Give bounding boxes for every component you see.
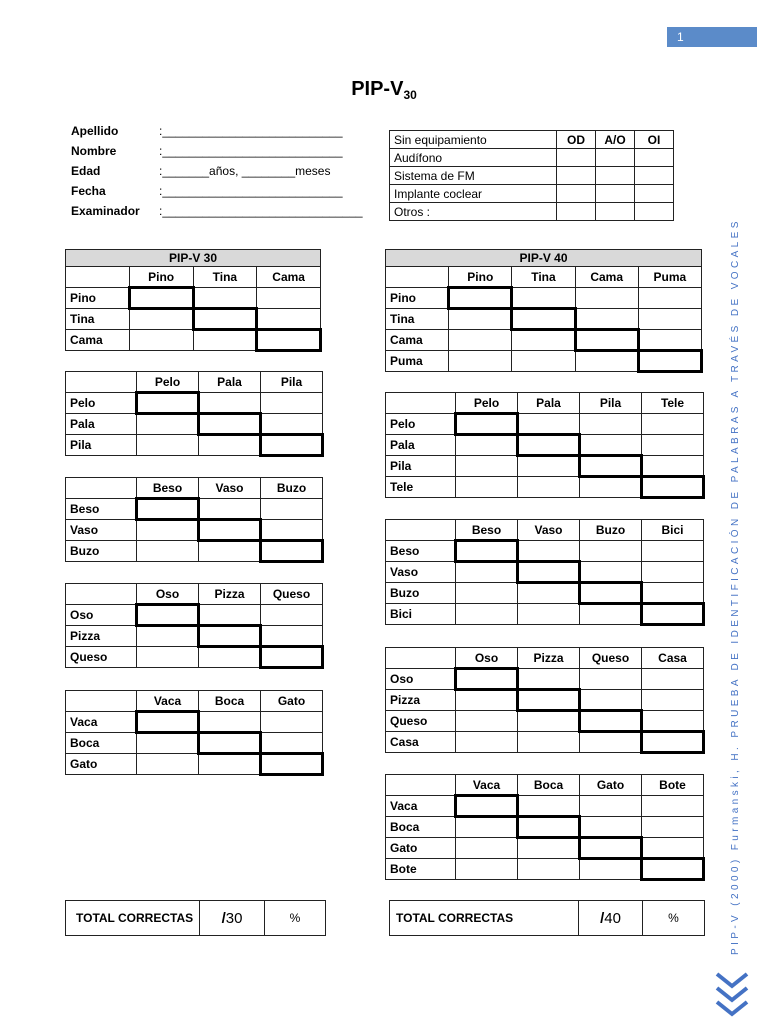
column-header: Pino (129, 267, 193, 288)
row-label: Pizza (386, 690, 456, 711)
row-label: Bote (386, 859, 456, 880)
response-cell[interactable] (137, 414, 199, 435)
row-label: Pila (386, 456, 456, 477)
response-cell[interactable] (580, 817, 642, 838)
response-cell[interactable] (642, 583, 704, 604)
response-cell[interactable] (456, 562, 518, 583)
response-cell[interactable] (129, 330, 193, 351)
equipment-row-label: Audífono (390, 149, 557, 167)
field-label: Examinador (71, 204, 140, 218)
row-label: Tina (66, 309, 130, 330)
response-cell[interactable] (456, 711, 518, 732)
pipv40-matrix-1 (385, 392, 705, 499)
response-cell[interactable] (137, 541, 199, 562)
response-cell[interactable] (261, 733, 323, 754)
column-header: Cama (575, 267, 638, 288)
row-label: Pala (66, 414, 137, 435)
target-response-cell[interactable] (199, 520, 261, 541)
column-header: Pala (199, 372, 261, 393)
response-cell[interactable] (199, 499, 261, 520)
equipment-table (389, 130, 674, 221)
patient-info-fields (71, 124, 363, 224)
side-footer-text: PIP-V (2000) Furmanski, H. PRUEBA DE IDENTIFICACIÓN DE PALABRAS A TRAVÉS DE VOCALES (730, 218, 741, 955)
response-cell[interactable] (137, 647, 199, 668)
equipment-checkbox-cell[interactable] (557, 167, 596, 185)
response-cell[interactable] (261, 414, 323, 435)
response-cell[interactable] (518, 838, 580, 859)
total-score-field[interactable]: /30 (200, 901, 265, 936)
response-cell[interactable] (575, 351, 638, 372)
row-label: Oso (386, 669, 456, 690)
row-label: Boca (386, 817, 456, 838)
row-label: Tina (386, 309, 449, 330)
row-label: Pala (386, 435, 456, 456)
target-response-cell[interactable] (642, 477, 704, 498)
equipment-row-label: Sin equipamiento (390, 131, 557, 149)
total-label: TOTAL CORRECTAS (66, 901, 200, 936)
total-score-field[interactable]: /40 (579, 901, 643, 936)
pipv40-matrix-3 (385, 647, 705, 754)
target-response-cell[interactable] (137, 605, 199, 626)
response-cell[interactable] (261, 520, 323, 541)
row-label: Pila (66, 435, 137, 456)
response-cell[interactable] (638, 330, 701, 351)
equipment-checkbox-cell[interactable] (557, 203, 596, 221)
row-label: Vaso (386, 562, 456, 583)
column-header: Vaso (518, 520, 580, 541)
column-header: Tele (642, 393, 704, 414)
chevron-down-icon (714, 970, 750, 1018)
response-cell[interactable] (642, 669, 704, 690)
row-label: Gato (66, 754, 137, 775)
target-response-cell[interactable] (261, 647, 323, 668)
row-label: Puma (386, 351, 449, 372)
field-row-fecha (71, 184, 363, 204)
response-cell[interactable] (642, 838, 704, 859)
corner-cell (66, 478, 137, 499)
column-header: Oso (456, 648, 518, 669)
percent-field[interactable]: % (265, 901, 326, 936)
target-response-cell[interactable] (580, 583, 642, 604)
response-cell[interactable] (580, 435, 642, 456)
target-response-cell[interactable] (456, 414, 518, 435)
pipv40-matrix-2 (385, 519, 705, 626)
target-response-cell[interactable] (137, 393, 199, 414)
response-cell[interactable] (518, 669, 580, 690)
response-cell[interactable] (199, 712, 261, 733)
response-cell[interactable] (456, 583, 518, 604)
response-cell[interactable] (638, 288, 701, 309)
field-label: Apellido (71, 124, 119, 138)
target-response-cell[interactable] (261, 435, 323, 456)
equipment-row-label: Sistema de FM (390, 167, 557, 185)
column-header: Boca (518, 775, 580, 796)
target-response-cell[interactable] (137, 499, 199, 520)
response-cell[interactable] (456, 604, 518, 625)
response-cell[interactable] (261, 605, 323, 626)
response-cell[interactable] (518, 796, 580, 817)
pipv40-matrix-0 (385, 249, 703, 373)
target-response-cell[interactable] (129, 288, 193, 309)
equipment-col-header: OI (635, 131, 674, 149)
response-cell[interactable] (518, 732, 580, 753)
response-cell[interactable] (456, 477, 518, 498)
response-cell[interactable] (137, 626, 199, 647)
equipment-checkbox-cell[interactable] (596, 149, 635, 167)
field-row-examinador (71, 204, 363, 224)
response-cell[interactable] (580, 604, 642, 625)
column-header: Bici (642, 520, 704, 541)
target-response-cell[interactable] (456, 669, 518, 690)
response-cell[interactable] (456, 817, 518, 838)
target-response-cell[interactable] (512, 309, 575, 330)
response-cell[interactable] (456, 690, 518, 711)
equipment-checkbox-cell[interactable] (596, 203, 635, 221)
total-correct-right (389, 900, 705, 936)
field-input[interactable]: :___________________________ (159, 184, 343, 198)
field-row-edad (71, 164, 363, 184)
equipment-checkbox-cell[interactable] (596, 185, 635, 203)
equipment-checkbox-cell[interactable] (635, 203, 674, 221)
response-cell[interactable] (580, 859, 642, 880)
response-cell[interactable] (449, 330, 512, 351)
response-cell[interactable] (518, 711, 580, 732)
row-label: Tele (386, 477, 456, 498)
column-header: Puma (638, 267, 701, 288)
equipment-checkbox-cell[interactable] (557, 185, 596, 203)
response-cell[interactable] (137, 520, 199, 541)
equipment-col-header: OD (557, 131, 596, 149)
page-number-badge: 1 (667, 27, 757, 47)
target-response-cell[interactable] (580, 711, 642, 732)
equipment-checkbox-cell[interactable] (596, 167, 635, 185)
response-cell[interactable] (518, 477, 580, 498)
column-header: Bote (642, 775, 704, 796)
response-cell[interactable] (261, 499, 323, 520)
column-header: Cama (257, 267, 321, 288)
response-cell[interactable] (580, 690, 642, 711)
column-header: Gato (580, 775, 642, 796)
response-cell[interactable] (642, 796, 704, 817)
target-response-cell[interactable] (137, 712, 199, 733)
total-correct-left (65, 900, 326, 936)
response-cell[interactable] (580, 796, 642, 817)
row-label: Buzo (386, 583, 456, 604)
response-cell[interactable] (580, 732, 642, 753)
response-cell[interactable] (137, 435, 199, 456)
target-response-cell[interactable] (257, 330, 321, 351)
row-label: Buzo (66, 541, 137, 562)
row-label: Vaca (66, 712, 137, 733)
response-cell[interactable] (199, 541, 261, 562)
page-title: PIP-$V_{30}$ (351, 78, 417, 102)
target-response-cell[interactable] (642, 859, 704, 880)
response-cell[interactable] (642, 817, 704, 838)
column-header: Pila (580, 393, 642, 414)
row-label: Beso (386, 541, 456, 562)
response-cell[interactable] (199, 754, 261, 775)
column-header: Pizza (518, 648, 580, 669)
corner-cell (66, 372, 137, 393)
equipment-checkbox-cell[interactable] (557, 149, 596, 167)
response-cell[interactable] (575, 309, 638, 330)
response-cell[interactable] (518, 541, 580, 562)
target-response-cell[interactable] (638, 351, 701, 372)
response-cell[interactable] (456, 456, 518, 477)
response-cell[interactable] (129, 309, 193, 330)
response-cell[interactable] (193, 288, 257, 309)
response-cell[interactable] (456, 435, 518, 456)
response-cell[interactable] (261, 712, 323, 733)
response-cell[interactable] (456, 732, 518, 753)
field-input[interactable]: :______________________________ (159, 204, 363, 218)
row-label: Casa (386, 732, 456, 753)
column-header: Beso (137, 478, 199, 499)
column-header: Oso (137, 584, 199, 605)
response-cell[interactable] (137, 733, 199, 754)
field-input[interactable]: :_______años, ________meses (159, 164, 331, 178)
target-response-cell[interactable] (199, 414, 261, 435)
column-header: Queso (580, 648, 642, 669)
row-label: Gato (386, 838, 456, 859)
target-response-cell[interactable] (580, 456, 642, 477)
pipv30-matrix-1 (65, 371, 324, 457)
response-cell[interactable] (580, 414, 642, 435)
response-cell[interactable] (261, 626, 323, 647)
row-label: Pelo (66, 393, 137, 414)
row-label: Vaso (66, 520, 137, 541)
row-label: Boca (66, 733, 137, 754)
pipv30-matrix-2 (65, 477, 324, 563)
response-cell[interactable] (512, 288, 575, 309)
response-cell[interactable] (449, 351, 512, 372)
response-cell[interactable] (518, 414, 580, 435)
response-cell[interactable] (638, 309, 701, 330)
response-cell[interactable] (137, 754, 199, 775)
response-cell[interactable] (449, 309, 512, 330)
response-cell[interactable] (518, 456, 580, 477)
column-header: Buzo (261, 478, 323, 499)
equipment-row-label: Implante coclear (390, 185, 557, 203)
column-header: Tina (193, 267, 257, 288)
equipment-col-header: A/O (596, 131, 635, 149)
response-cell[interactable] (512, 330, 575, 351)
target-response-cell[interactable] (199, 733, 261, 754)
response-cell[interactable] (199, 647, 261, 668)
percent-field[interactable]: % (643, 901, 705, 936)
column-header: Vaso (199, 478, 261, 499)
row-label: Pino (66, 288, 130, 309)
response-cell[interactable] (642, 711, 704, 732)
response-cell[interactable] (257, 288, 321, 309)
target-response-cell[interactable] (193, 309, 257, 330)
column-header: Pizza (199, 584, 261, 605)
column-header: Tina (512, 267, 575, 288)
column-header: Vaca (456, 775, 518, 796)
column-header: Queso (261, 584, 323, 605)
field-label: Fecha (71, 184, 106, 198)
response-cell[interactable] (261, 393, 323, 414)
row-label: Pizza (66, 626, 137, 647)
column-header: Pino (449, 267, 512, 288)
response-cell[interactable] (518, 859, 580, 880)
response-cell[interactable] (199, 605, 261, 626)
target-response-cell[interactable] (199, 626, 261, 647)
equipment-row-label: Otros : (390, 203, 557, 221)
row-label: Oso (66, 605, 137, 626)
row-label: Cama (66, 330, 130, 351)
column-header: Pala (518, 393, 580, 414)
target-response-cell[interactable] (518, 817, 580, 838)
response-cell[interactable] (512, 351, 575, 372)
field-input[interactable]: :___________________________ (159, 124, 343, 138)
response-cell[interactable] (580, 562, 642, 583)
response-cell[interactable] (642, 456, 704, 477)
response-cell[interactable] (642, 435, 704, 456)
row-label: Pelo (386, 414, 456, 435)
corner-cell (386, 393, 456, 414)
column-header: Pila (261, 372, 323, 393)
field-row-nombre (71, 144, 363, 164)
response-cell[interactable] (580, 541, 642, 562)
target-response-cell[interactable] (456, 796, 518, 817)
field-label: Nombre (71, 144, 117, 158)
response-cell[interactable] (199, 435, 261, 456)
row-label: Queso (66, 647, 137, 668)
row-label: Vaca (386, 796, 456, 817)
pipv30-matrix-4 (65, 690, 324, 776)
target-response-cell[interactable] (449, 288, 512, 309)
response-cell[interactable] (575, 288, 638, 309)
response-cell[interactable] (642, 690, 704, 711)
response-cell[interactable] (193, 330, 257, 351)
field-row-apellido (71, 124, 363, 144)
response-cell[interactable] (456, 859, 518, 880)
target-response-cell[interactable] (642, 732, 704, 753)
column-header: Beso (456, 520, 518, 541)
response-cell[interactable] (199, 393, 261, 414)
table-title: PIP-V 40 (386, 250, 702, 267)
corner-cell (386, 648, 456, 669)
target-response-cell[interactable] (518, 562, 580, 583)
row-label: Pino (386, 288, 449, 309)
response-cell[interactable] (456, 838, 518, 859)
equipment-checkbox-cell[interactable] (635, 167, 674, 185)
target-response-cell[interactable] (642, 604, 704, 625)
column-header: Gato (261, 691, 323, 712)
column-header: Buzo (580, 520, 642, 541)
response-cell[interactable] (257, 309, 321, 330)
equipment-checkbox-cell[interactable] (635, 185, 674, 203)
corner-cell (66, 267, 130, 288)
target-response-cell[interactable] (580, 838, 642, 859)
equipment-checkbox-cell[interactable] (635, 149, 674, 167)
corner-cell (386, 775, 456, 796)
target-response-cell[interactable] (518, 435, 580, 456)
field-label: Edad (71, 164, 101, 178)
target-response-cell[interactable] (575, 330, 638, 351)
response-cell[interactable] (580, 477, 642, 498)
column-header: Casa (642, 648, 704, 669)
row-label: Bici (386, 604, 456, 625)
corner-cell (386, 267, 449, 288)
corner-cell (386, 520, 456, 541)
column-header: Pelo (456, 393, 518, 414)
pipv30-matrix-0 (65, 249, 322, 352)
target-response-cell[interactable] (518, 690, 580, 711)
response-cell[interactable] (518, 604, 580, 625)
response-cell[interactable] (518, 583, 580, 604)
pipv30-matrix-3 (65, 583, 324, 669)
field-input[interactable]: :___________________________ (159, 144, 343, 158)
corner-cell (66, 584, 137, 605)
pipv40-matrix-4 (385, 774, 705, 881)
response-cell[interactable] (642, 541, 704, 562)
response-cell[interactable] (580, 669, 642, 690)
column-header: Boca (199, 691, 261, 712)
column-header: Vaca (137, 691, 199, 712)
total-label: TOTAL CORRECTAS (390, 901, 579, 936)
row-label: Beso (66, 499, 137, 520)
target-response-cell[interactable] (261, 754, 323, 775)
row-label: Cama (386, 330, 449, 351)
response-cell[interactable] (642, 562, 704, 583)
corner-cell (66, 691, 137, 712)
response-cell[interactable] (642, 414, 704, 435)
table-title: PIP-V 30 (66, 250, 321, 267)
target-response-cell[interactable] (456, 541, 518, 562)
target-response-cell[interactable] (261, 541, 323, 562)
column-header: Pelo (137, 372, 199, 393)
row-label: Queso (386, 711, 456, 732)
